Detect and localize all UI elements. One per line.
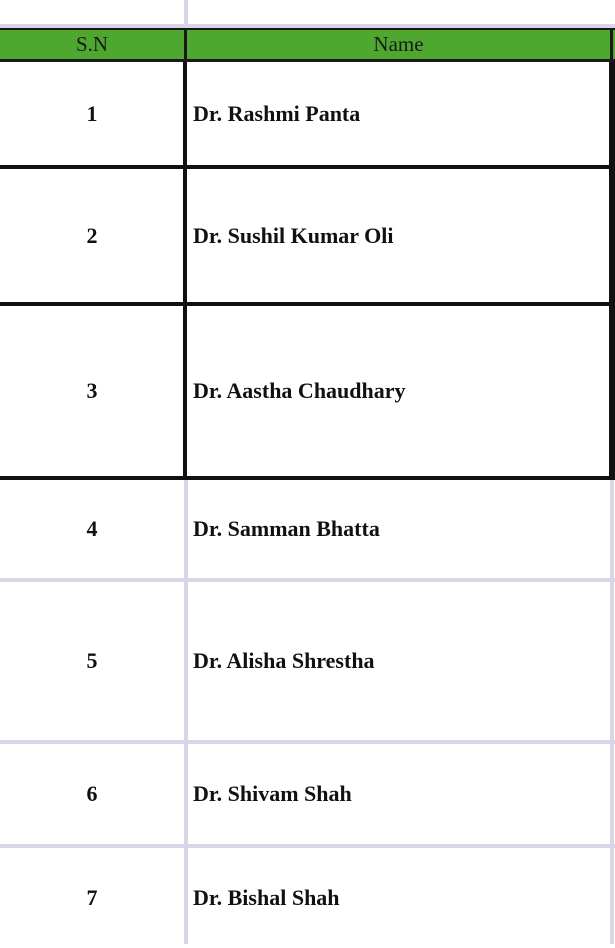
cell-sn[interactable]: 5 <box>86 648 98 673</box>
header-divider-right <box>610 30 613 59</box>
cell-name[interactable]: Dr. Shivam Shah <box>193 781 352 806</box>
cell-name[interactable]: Dr. Rashmi Panta <box>193 100 361 126</box>
column-header-sn[interactable]: S.N <box>75 32 109 56</box>
table-row[interactable] <box>0 582 615 740</box>
cell-name[interactable]: Dr. Aastha Chaudhary <box>193 378 406 403</box>
cell-name[interactable]: Dr. Samman Bhatta <box>193 516 380 541</box>
gridline-vertical-right <box>610 480 614 944</box>
column-border-right <box>609 62 615 480</box>
cell-sn[interactable]: 3 <box>86 378 98 403</box>
cell-sn[interactable]: 6 <box>86 781 98 806</box>
table-row[interactable] <box>0 744 615 844</box>
table-row[interactable] <box>0 169 615 302</box>
table-row[interactable] <box>0 480 615 578</box>
table-row[interactable] <box>0 848 615 948</box>
column-header-name[interactable]: Name <box>373 32 424 56</box>
table-row[interactable] <box>0 306 615 476</box>
cell-name[interactable]: Dr. Bishal Shah <box>193 885 340 910</box>
cell-sn[interactable]: 4 <box>86 516 98 541</box>
cell-sn[interactable]: 7 <box>86 885 98 910</box>
cell-name[interactable]: Dr. Sushil Kumar Oli <box>193 222 394 248</box>
table-header-row <box>0 28 615 62</box>
cell-sn[interactable]: 2 <box>86 222 98 248</box>
cell-sn[interactable]: 1 <box>86 100 98 126</box>
table-row[interactable] <box>0 62 615 165</box>
column-border <box>183 62 187 480</box>
cell-name[interactable]: Dr. Alisha Shrestha <box>193 648 375 673</box>
gridline-vertical <box>184 480 188 944</box>
